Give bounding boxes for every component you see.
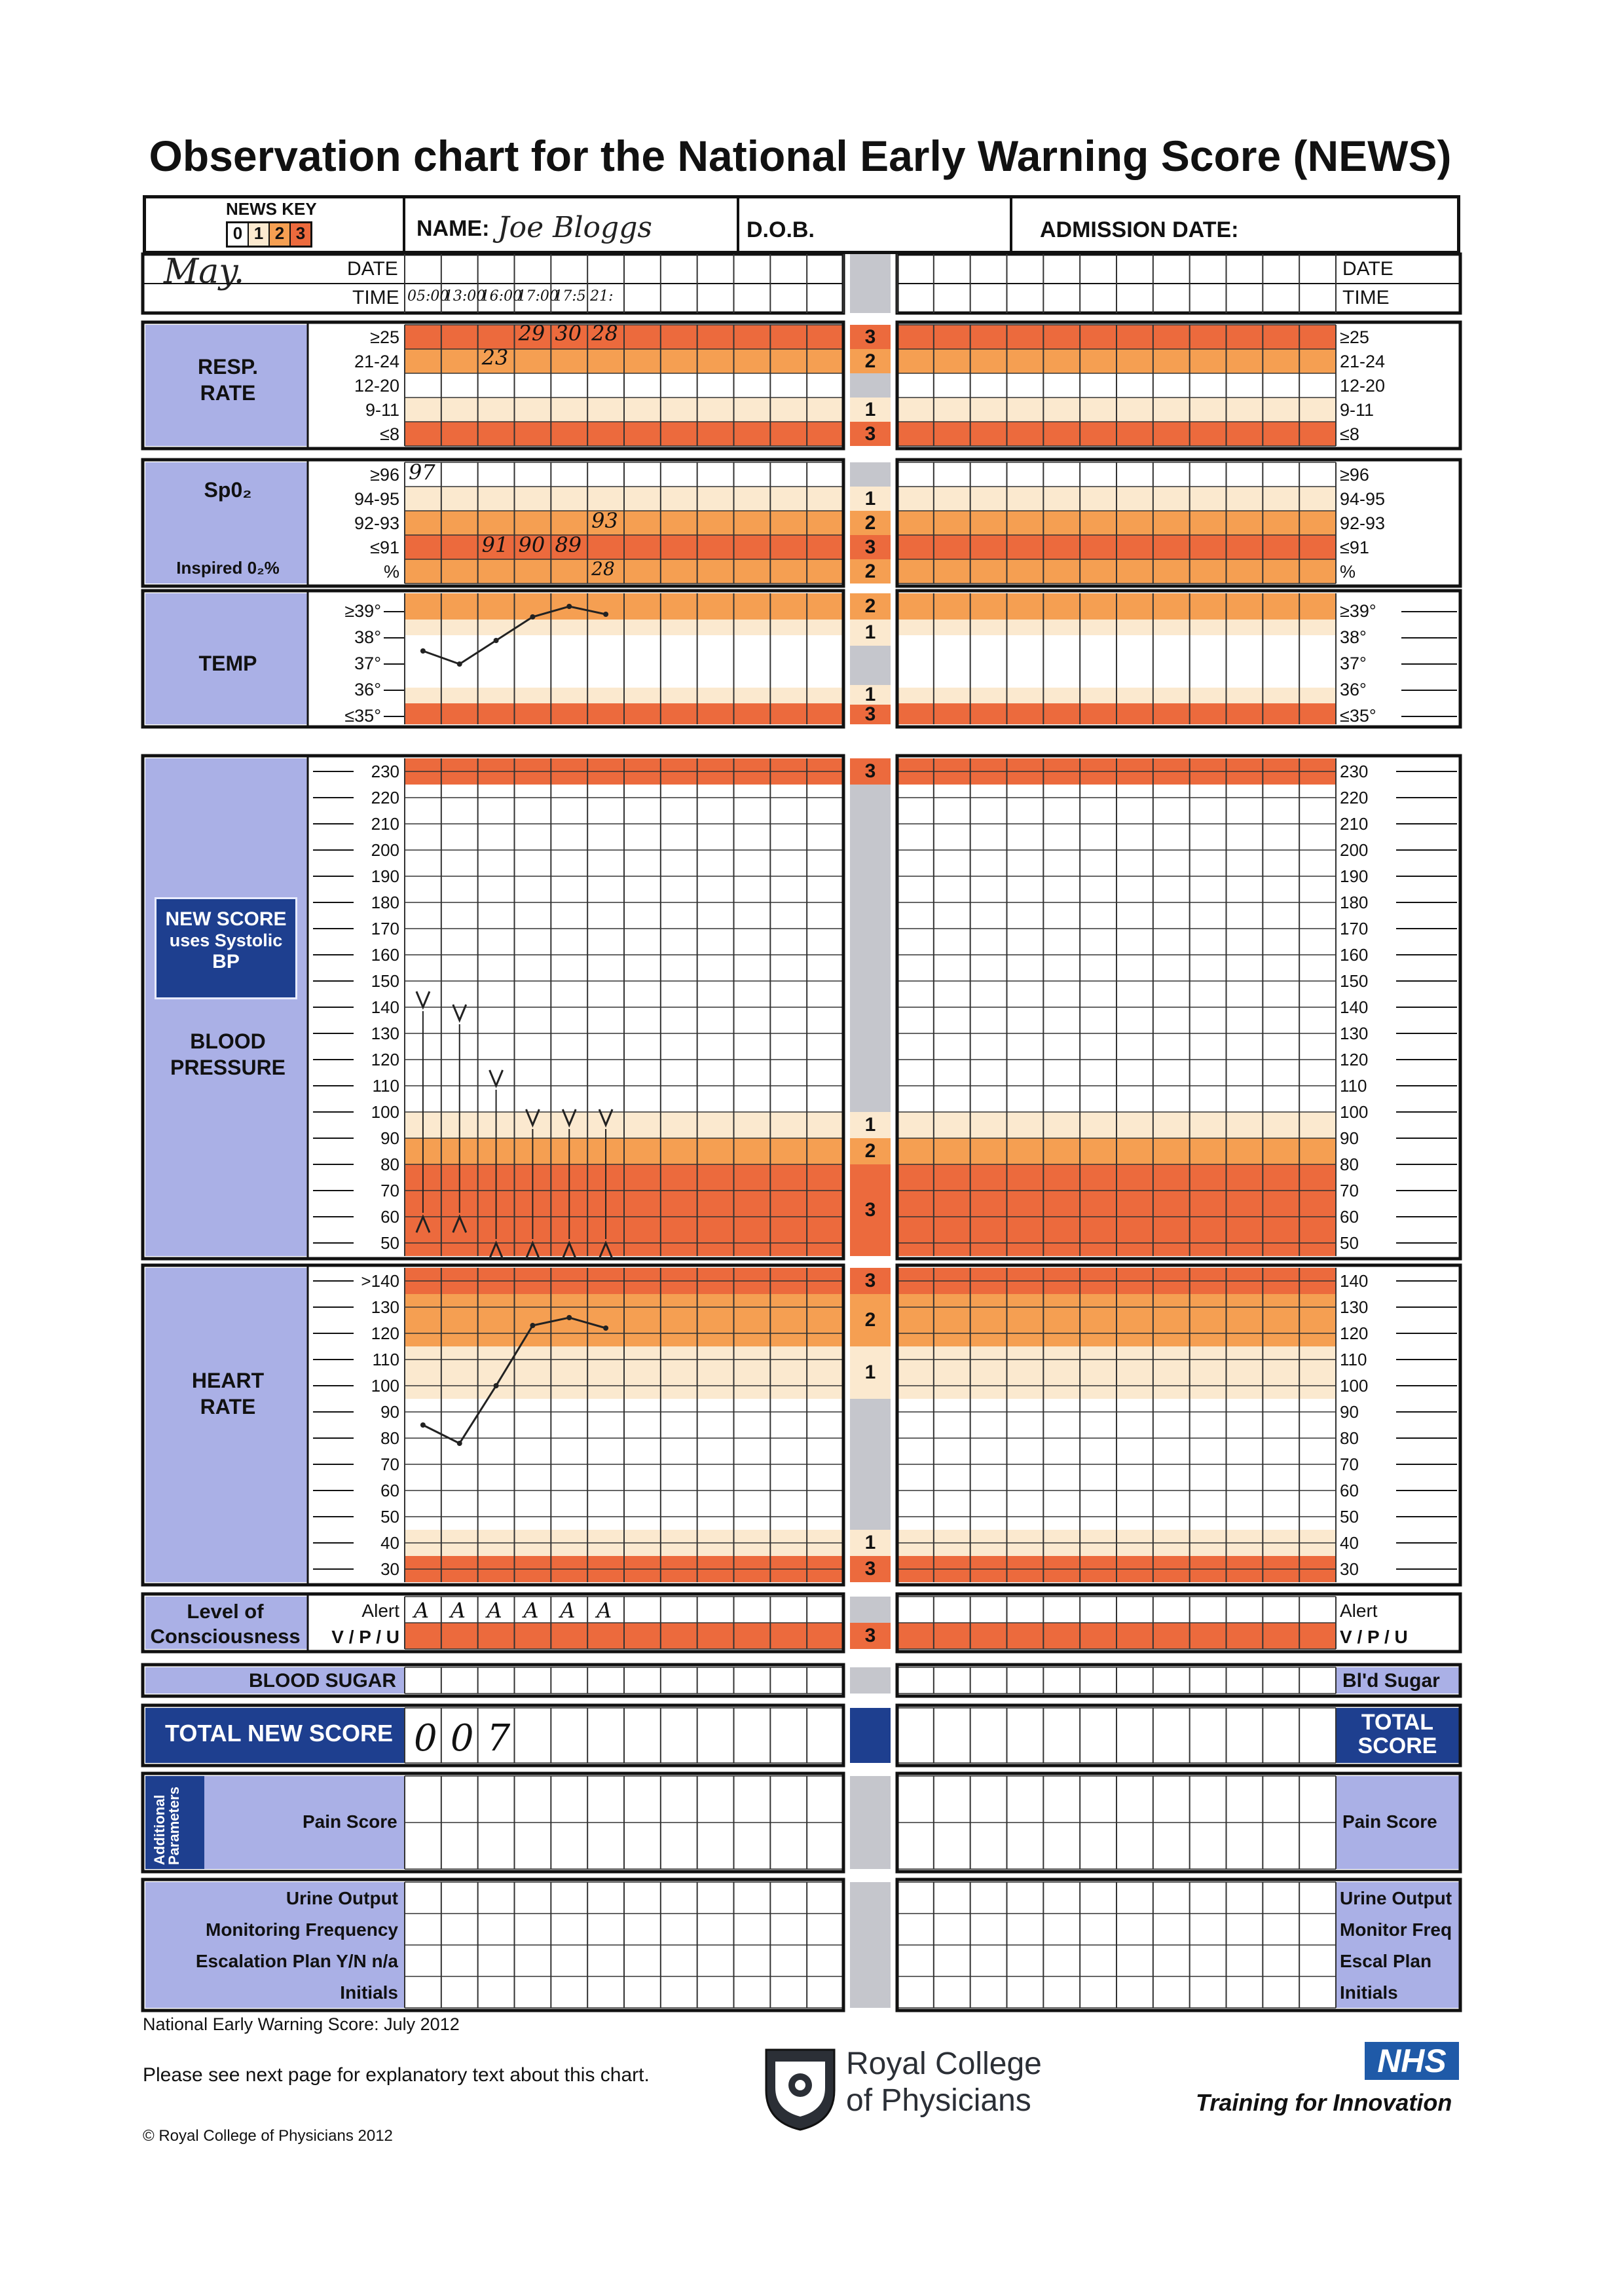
dob-label: D.O.B. <box>747 217 815 242</box>
spo2-row-label-right-0: ≥96 <box>1340 465 1369 485</box>
resp-row-label-right-0: ≥25 <box>1340 327 1369 347</box>
temp-row-label-right-0: ≥39° <box>1340 601 1376 621</box>
bottom-row-label-0: Urine Output <box>286 1888 398 1908</box>
bp-row-label-17: 60 <box>380 1207 399 1227</box>
hr-label-2: RATE <box>200 1395 256 1418</box>
pain-score-label: Pain Score <box>303 1811 397 1832</box>
resp-score-1-label: 2 <box>864 350 876 372</box>
copyright: © Royal College of Physicians 2012 <box>143 2127 393 2145</box>
spo2-row-label-3: ≤91 <box>370 538 399 557</box>
bp-row-label-3: 200 <box>371 840 399 860</box>
bp-row-label-15: 80 <box>380 1155 399 1174</box>
month-value: May. <box>164 252 245 291</box>
bp-row-label-right-16: 70 <box>1340 1181 1359 1200</box>
hr-point <box>530 1323 535 1328</box>
loc-reading-1[interactable]: A <box>450 1598 466 1623</box>
hr-panel <box>145 1268 308 1582</box>
bp-row-label-6: 170 <box>371 919 399 938</box>
total-reading-0[interactable]: 0 <box>414 1717 437 1760</box>
bp-row-label-16: 70 <box>380 1181 399 1200</box>
resp-row-label-right-3: 9-11 <box>1340 400 1375 420</box>
hr-row-label-right-1: 130 <box>1340 1297 1369 1317</box>
bp-row-label-right-8: 150 <box>1340 971 1369 991</box>
hr-row-label-4: 100 <box>371 1376 399 1396</box>
inspired-o2-label: Inspired 0₂% <box>176 558 280 578</box>
additional-params-label <box>151 1787 182 1865</box>
bp-row-label-right-14: 90 <box>1340 1128 1359 1148</box>
resp-row-label-1: 21-24 <box>354 352 399 371</box>
total-score-label-right <box>1338 1711 1456 1758</box>
hr-row-label-right-3: 110 <box>1340 1350 1367 1369</box>
bp-row-label-right-7: 160 <box>1340 945 1369 965</box>
bottom-row-label-right-3: Initials <box>1340 1982 1398 2003</box>
time-label-left: TIME <box>352 287 399 308</box>
rcp-line1: Royal College <box>846 2046 1042 2081</box>
temp-row-label-2: 37° <box>354 654 381 673</box>
time-entry[interactable]: 16:00 <box>480 288 523 305</box>
resp-reading-2[interactable]: 23 <box>481 345 509 370</box>
bp-row-label-9: 140 <box>371 997 399 1017</box>
temp-row-label-1: 38° <box>354 627 381 647</box>
resp-row-label-3: 9-11 <box>365 400 399 420</box>
hr-row-label-right-4: 100 <box>1340 1376 1369 1396</box>
hr-row-label-9: 50 <box>380 1507 399 1527</box>
bp-row-label-right-6: 170 <box>1340 919 1369 938</box>
explanatory-note: Please see next page for explanatory text about this chart. <box>143 2064 650 2086</box>
resp-rate-label-2: RATE <box>200 381 256 405</box>
loc-reading-2[interactable]: A <box>487 1598 502 1623</box>
time-entry[interactable]: 21: <box>590 288 614 305</box>
total-reading-2[interactable]: 7 <box>487 1717 511 1760</box>
nhs-tagline: Training for Innovation <box>1196 2089 1452 2116</box>
rcp-name <box>846 2046 1042 2119</box>
temp-score-3-label: 1 <box>864 684 876 705</box>
blood-sugar-label: BLOOD SUGAR <box>249 1670 396 1692</box>
bp-row-label-18: 50 <box>380 1233 399 1253</box>
total-right-1: TOTAL <box>1361 1710 1434 1735</box>
bp-row-label-right-0: 230 <box>1340 762 1369 781</box>
bp-row-label-13: 100 <box>371 1102 399 1122</box>
hr-label-1: HEART <box>191 1369 265 1392</box>
hr-score-s3a-label: 3 <box>864 1270 876 1291</box>
admission-date-label: ADMISSION DATE: <box>1040 217 1239 242</box>
resp-rate-label <box>148 354 308 406</box>
temp-row-label-right-3: 36° <box>1340 680 1367 699</box>
hr-row-label-right-6: 80 <box>1340 1428 1359 1448</box>
loc-row-label-right-1: V / P / U <box>1340 1627 1408 1647</box>
news-key-1: 1 <box>249 223 270 246</box>
temp-point <box>457 661 462 667</box>
bp-row-label-right-13: 100 <box>1340 1102 1369 1122</box>
hr-row-label-10: 40 <box>380 1533 399 1553</box>
spo2-row-label-2: 92-93 <box>354 513 399 533</box>
bp-row-label-0: 230 <box>371 762 399 781</box>
spo2-row-label-right-3: ≤91 <box>1340 538 1369 557</box>
rcp-line2: of Physicians <box>846 2083 1031 2118</box>
bp-panel <box>145 758 308 1256</box>
new-score-box <box>155 897 297 999</box>
name-field[interactable]: Joe Bloggs <box>498 211 652 244</box>
total-spine <box>850 1708 891 1763</box>
spo2-row-label-right-4: % <box>1340 562 1356 582</box>
spo2-score-2-label: 2 <box>864 511 876 534</box>
bp-row-label-7: 160 <box>371 945 399 965</box>
loc-label-1: Level of <box>187 1600 264 1623</box>
spo2-reading-4[interactable]: 89 <box>555 532 582 557</box>
hr-row-label-5: 90 <box>380 1402 399 1422</box>
bp-label-2: PRESSURE <box>170 1056 286 1079</box>
bp-row-label-right-10: 130 <box>1340 1024 1369 1043</box>
bp-row-label-11: 120 <box>371 1050 399 1069</box>
hr-score-s1b-label: 1 <box>864 1532 876 1553</box>
new-score-line3: BP <box>212 951 240 972</box>
hr-row-label-1: 130 <box>371 1297 399 1317</box>
resp-score-2 <box>850 373 891 398</box>
time-entry[interactable]: 17:5 <box>553 288 586 305</box>
nhs-text: NHS <box>1377 2043 1447 2079</box>
hr-row-label-right-7: 70 <box>1340 1454 1359 1474</box>
temp-score-4-label: 3 <box>864 703 876 725</box>
hr-score-s2-label: 2 <box>864 1309 876 1331</box>
bp-row-label-right-11: 120 <box>1340 1050 1369 1069</box>
loc-row-label-right-0: Alert <box>1340 1601 1378 1621</box>
temp-score-1-label: 1 <box>864 621 876 643</box>
loc-reading-5[interactable]: A <box>597 1598 612 1623</box>
bp-row-label-5: 180 <box>371 893 399 912</box>
spo2-reading-3[interactable]: 90 <box>518 532 545 557</box>
resp-reading-3[interactable]: 29 <box>518 321 545 346</box>
bp-row-label-right-1: 220 <box>1340 788 1369 807</box>
spo2-score-3-label: 3 <box>864 536 876 558</box>
temp-label: TEMP <box>198 652 257 675</box>
temp-row-label-3: 36° <box>354 680 381 699</box>
bp-row-label-right-5: 180 <box>1340 893 1369 912</box>
resp-row-label-right-2: 12-20 <box>1340 376 1386 396</box>
temp-point <box>603 612 608 617</box>
spo2-reading-5[interactable]: 93 <box>591 508 618 533</box>
bp-score-high-label: 3 <box>864 760 876 782</box>
temp-point <box>530 614 535 620</box>
hr-row-label-right-0: 140 <box>1340 1271 1369 1291</box>
bp-row-label-right-12: 110 <box>1340 1076 1367 1096</box>
bp-row-label-right-4: 190 <box>1340 866 1369 886</box>
hr-row-label-right-8: 60 <box>1340 1481 1359 1500</box>
hr-row-label-right-2: 120 <box>1340 1324 1369 1343</box>
sugar-spine <box>850 1667 891 1694</box>
consciousness-label <box>145 1599 305 1649</box>
resp-score-3-label: 1 <box>864 398 876 420</box>
new-score-line1: NEW SCORE <box>165 908 287 930</box>
hr-row-label-2: 120 <box>371 1324 399 1343</box>
additional-spine <box>850 1776 891 1869</box>
temp-row-label-0: ≥39° <box>344 601 381 621</box>
bottom-row-label-1: Monitoring Frequency <box>206 1919 398 1940</box>
resp-reading-4[interactable]: 30 <box>555 321 582 346</box>
resp-rate-label-1: RESP. <box>198 355 258 379</box>
time-label-right: TIME <box>1342 287 1390 308</box>
hr-score-s1a-label: 1 <box>864 1361 876 1383</box>
bp-score-low-label: 3 <box>864 1199 876 1221</box>
hr-score-grey <box>850 1399 891 1530</box>
bp-row-label-4: 190 <box>371 866 399 886</box>
hr-score-s3b-label: 3 <box>864 1558 876 1580</box>
time-entry[interactable]: 05:00 <box>407 288 449 305</box>
hr-row-label-right-10: 40 <box>1340 1533 1359 1553</box>
nhs-logo <box>1365 2042 1459 2080</box>
bottom-row-label-right-1: Monitor Freq <box>1340 1919 1452 1940</box>
bottom-row-label-right-2: Escal Plan <box>1340 1951 1432 1971</box>
news-key-0: 0 <box>228 223 249 246</box>
spo2-reading-2[interactable]: 91 <box>481 532 509 557</box>
bp-label-1: BLOOD <box>190 1029 266 1053</box>
bp-row-label-12: 110 <box>372 1076 399 1096</box>
date-row-spine <box>850 254 891 313</box>
loc-reading-4[interactable]: A <box>560 1598 576 1623</box>
resp-score-0-label: 3 <box>864 325 876 348</box>
bp-score-mid2-label: 2 <box>864 1140 876 1162</box>
resp-row-label-2: 12-20 <box>354 376 399 396</box>
bp-row-label-8: 150 <box>371 971 399 991</box>
name-label: NAME: <box>416 216 490 241</box>
hr-point <box>420 1422 426 1428</box>
temp-score-2 <box>850 646 891 685</box>
hr-point <box>494 1383 499 1388</box>
additional-2: Parameters <box>166 1787 182 1865</box>
resp-row-label-4: ≤8 <box>380 424 399 444</box>
resp-row-label-0: ≥25 <box>370 327 399 347</box>
temp-point <box>566 604 572 609</box>
bp-row-label-right-3: 200 <box>1340 840 1369 860</box>
spo2-row-label-4: % <box>383 562 399 582</box>
bottom-row-label-3: Initials <box>340 1982 398 2003</box>
bp-row-label-2: 210 <box>371 814 399 834</box>
resp-score-4-label: 3 <box>864 422 876 445</box>
temp-row-label-right-1: 38° <box>1340 627 1367 647</box>
loc-row-label-1: V / P / U <box>331 1627 399 1647</box>
hr-row-label-0: >140 <box>361 1271 399 1291</box>
blood-sugar-label-right: Bl'd Sugar <box>1342 1670 1440 1692</box>
news-key-3: 3 <box>291 223 310 246</box>
new-score-line2: uses Systolic <box>169 931 283 950</box>
spo2-score-4-label: 2 <box>864 560 876 582</box>
spo2-row-label-1: 94-95 <box>354 489 399 509</box>
bp-score-grey <box>850 785 891 1112</box>
resp-row-label-right-1: 21-24 <box>1340 352 1386 371</box>
news-key-2: 2 <box>270 223 291 246</box>
hr-point <box>457 1441 462 1446</box>
spo2-row-label-right-2: 92-93 <box>1340 513 1386 533</box>
date-label-left: DATE <box>347 258 398 280</box>
hr-row-label-7: 70 <box>380 1454 399 1474</box>
spo2-row-label-0: ≥96 <box>370 465 399 485</box>
total-reading-1[interactable]: 0 <box>450 1717 474 1760</box>
blood-pressure-label <box>148 1028 308 1081</box>
inspired-reading[interactable]: 28 <box>591 558 615 580</box>
bp-row-label-right-9: 140 <box>1340 997 1369 1017</box>
hr-row-label-3: 110 <box>372 1350 399 1369</box>
temp-point <box>420 648 426 654</box>
temp-point <box>494 638 499 643</box>
bp-row-label-10: 130 <box>371 1024 399 1043</box>
hr-row-label-11: 30 <box>380 1559 399 1579</box>
heart-rate-label <box>148 1367 308 1420</box>
bp-row-label-right-15: 80 <box>1340 1155 1359 1174</box>
bp-score-mid1-label: 1 <box>864 1114 876 1136</box>
temp-score-0-label: 2 <box>864 595 876 617</box>
loc-score-0 <box>850 1597 891 1623</box>
hr-row-label-right-5: 90 <box>1340 1402 1359 1422</box>
loc-reading-3[interactable]: A <box>523 1598 539 1623</box>
temp-row-label-4: ≤35° <box>344 706 381 726</box>
loc-reading-0[interactable]: A <box>414 1598 430 1623</box>
hr-row-label-right-11: 30 <box>1340 1559 1359 1579</box>
spo2-reading-0[interactable]: 97 <box>409 460 435 485</box>
hr-row-label-8: 60 <box>380 1481 399 1500</box>
rcp-crest-icon <box>762 2045 838 2132</box>
bp-row-label-1: 220 <box>371 788 399 807</box>
loc-row-label-0: Alert <box>361 1601 399 1621</box>
news-key-label: NEWS KEY <box>226 199 317 219</box>
total-score-label: TOTAL NEW SCORE <box>165 1720 394 1747</box>
resp-reading-5[interactable]: 28 <box>591 321 618 346</box>
hr-point <box>566 1315 572 1320</box>
pain-score-label-right: Pain Score <box>1342 1811 1437 1832</box>
spo2-score-1-label: 1 <box>864 487 876 509</box>
version-label: National Early Warning Score: July 2012 <box>143 2014 460 2034</box>
spo2-row-label-right-1: 94-95 <box>1340 489 1386 509</box>
bottom-row-label-right-0: Urine Output <box>1340 1888 1452 1908</box>
additional-1: Additional <box>151 1794 168 1865</box>
resp-row-label-right-4: ≤8 <box>1340 424 1359 444</box>
hr-point <box>603 1325 608 1331</box>
bp-row-label-right-18: 50 <box>1340 1233 1359 1253</box>
loc-label-2: Consciousness <box>150 1625 301 1648</box>
total-right-2: SCORE <box>1357 1733 1437 1758</box>
bottom-spine <box>850 1882 891 2008</box>
time-entry[interactable]: 17:00 <box>517 288 559 305</box>
chart-title: Observation chart for the National Early Warning Score (NEWS) <box>149 132 1452 180</box>
hr-row-label-right-9: 50 <box>1340 1507 1359 1527</box>
temp-row-label-right-4: ≤35° <box>1340 706 1376 726</box>
bp-row-label-14: 90 <box>380 1128 399 1148</box>
temp-row-label-right-2: 37° <box>1340 654 1367 673</box>
date-label-right: DATE <box>1342 258 1393 280</box>
bottom-row-label-2: Escalation Plan Y/N n/a <box>195 1951 398 1971</box>
spo2-label: Sp0₂ <box>204 478 252 502</box>
spo2-score-0 <box>850 462 891 487</box>
bp-row-label-right-2: 210 <box>1340 814 1369 834</box>
bp-row-label-right-17: 60 <box>1340 1207 1359 1227</box>
time-entry[interactable]: 13:00 <box>443 288 486 305</box>
loc-score-1-label: 3 <box>864 1625 876 1646</box>
hr-row-label-6: 80 <box>380 1428 399 1448</box>
